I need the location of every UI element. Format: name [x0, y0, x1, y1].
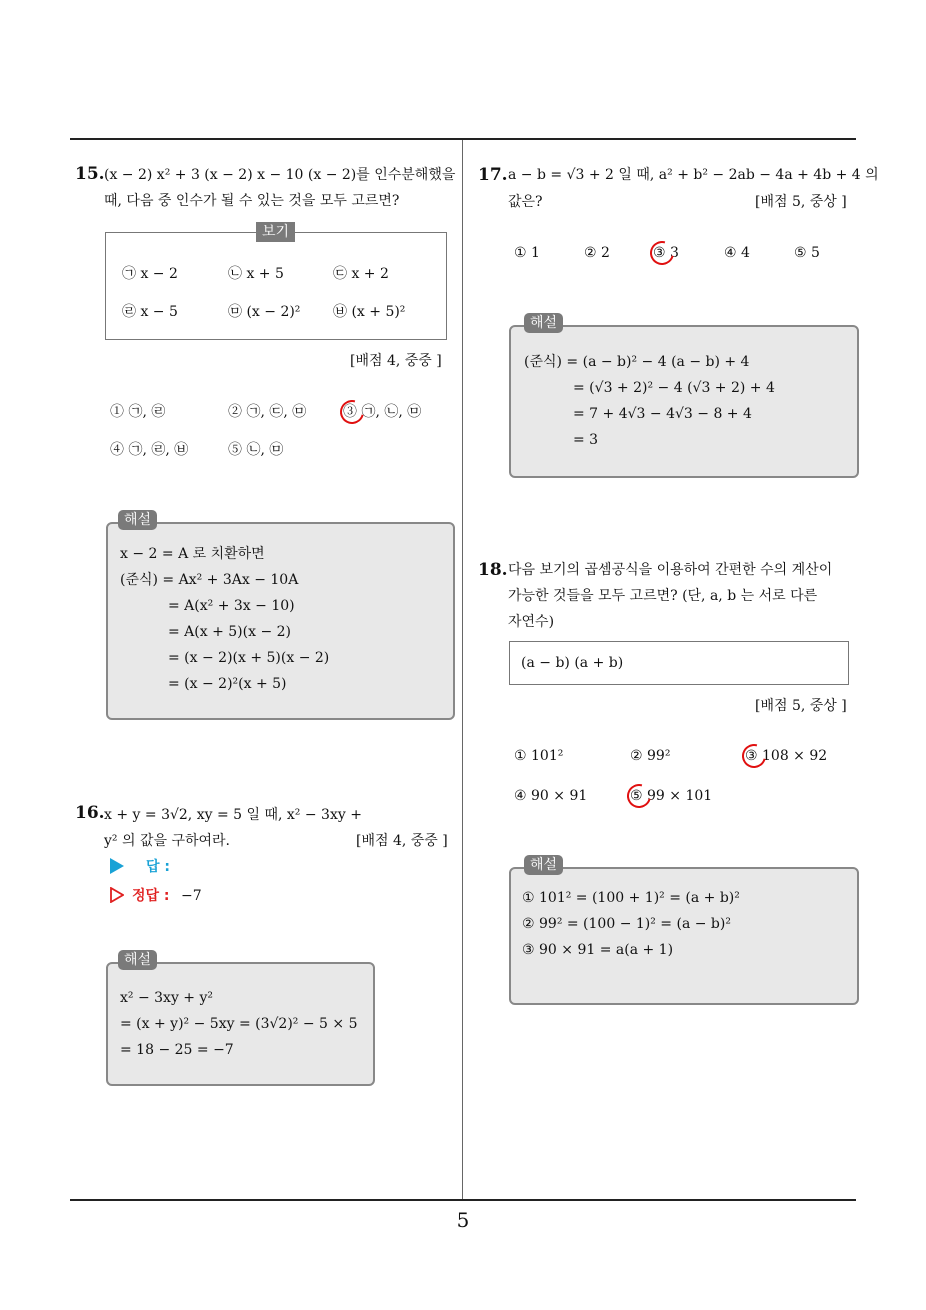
q16-answer-label: 답 :	[146, 859, 170, 875]
q15-choice-1[interactable]: ① ㉠, ㉣	[110, 404, 166, 420]
q18-solution-label: 해설	[524, 855, 563, 875]
answer-play-icon	[110, 858, 124, 874]
q18-choice-4[interactable]: ④ 90 × 91	[514, 788, 588, 804]
q15-solution-line: = (x − 2)²(x + 5)	[168, 676, 287, 692]
q17-choice-4[interactable]: ④ 4	[724, 245, 750, 261]
q15-solution-line: x − 2 = A 로 치환하면	[120, 546, 265, 562]
q17-number: 17.	[478, 165, 508, 185]
q16-number: 16.	[75, 803, 105, 823]
q15-solution-label: 해설	[118, 510, 157, 530]
q16-solution-line: = 18 − 25 = −7	[120, 1042, 234, 1058]
q18-choice-1[interactable]: ① 101²	[514, 748, 564, 764]
q17-choice-3[interactable]: ③ 3	[653, 245, 679, 261]
page-number: 5	[456, 1208, 470, 1232]
q16-score: [배점 4, 중중 ]	[356, 833, 448, 849]
q16-solution-label: 해설	[118, 950, 157, 970]
q17-choice-5[interactable]: ⑤ 5	[794, 245, 820, 261]
q15-solution-line: (준식) = Ax² + 3Ax − 10A	[120, 572, 299, 588]
q15-bogi-item: ㉠ x − 2	[122, 266, 178, 282]
q18-number: 18.	[478, 560, 508, 580]
q18-answer-circle-mark	[738, 740, 771, 773]
correct-triangle-icon	[110, 887, 121, 901]
q15-bogi-item: ㉢ x + 2	[333, 266, 389, 282]
q17-solution-line: = 3	[573, 432, 599, 448]
q18-formula: (a − b) (a + b)	[521, 655, 624, 671]
q15-bogi-label: 보기	[256, 222, 295, 242]
q17-solution-line: = (√3 + 2)² − 4 (√3 + 2) + 4	[573, 380, 775, 396]
q17-text-line1: a − b = √3 + 2 일 때, a² + b² − 2ab − 4a + 4b + 4 의	[508, 167, 879, 183]
q15-bogi-item: ㉥ (x + 5)²	[333, 304, 406, 320]
q16-text-line1: x + y = 3√2, xy = 5 일 때, x² − 3xy +	[104, 807, 362, 823]
q18-score: [배점 5, 중상 ]	[755, 698, 847, 714]
q17-solution-box	[509, 325, 859, 478]
q18-choice-2[interactable]: ② 99²	[630, 748, 671, 764]
q17-text-line2: 값은?	[508, 194, 543, 210]
q16-solution-line: x² − 3xy + y²	[120, 990, 214, 1006]
q15-solution-line: = A(x² + 3x − 10)	[168, 598, 295, 614]
top-rule	[70, 138, 856, 140]
q17-choice-2[interactable]: ② 2	[584, 245, 610, 261]
q18-solution-line: ② 99² = (100 − 1)² = (a − b)²	[522, 916, 731, 932]
q17-score: [배점 5, 중상 ]	[755, 194, 847, 210]
q18-text-line2: 가능한 것들을 모두 고르면? (단, a, b 는 서로 다른	[508, 588, 818, 604]
q15-bogi-item: ㉤ (x − 2)²	[228, 304, 301, 320]
q16-text-line2: y² 의 값을 구하여라.	[104, 833, 230, 849]
q15-text-line1: (x − 2) x² + 3 (x − 2) x − 10 (x − 2)를 인수분해했을	[104, 167, 456, 183]
q15-bogi-box	[105, 232, 447, 340]
q17-solution-line: = 7 + 4√3 − 4√3 − 8 + 4	[573, 406, 752, 422]
q16-solution-line: = (x + y)² − 5xy = (3√2)² − 5 × 5	[120, 1016, 358, 1032]
q18-solution-line: ③ 90 × 91 = a(a + 1)	[522, 942, 674, 958]
q15-number: 15.	[75, 164, 105, 184]
q15-choice-4[interactable]: ④ ㉠, ㉣, ㉥	[110, 442, 189, 458]
q15-bogi-item: ㉡ x + 5	[228, 266, 284, 282]
q16-correct-label: 정답 :	[132, 888, 170, 904]
column-divider	[462, 140, 463, 1200]
q15-solution-line: = A(x + 5)(x − 2)	[168, 624, 292, 640]
q15-choice-3[interactable]: ③ ㉠, ㉡, ㉤	[343, 404, 422, 420]
q15-choice-2[interactable]: ② ㉠, ㉢, ㉤	[228, 404, 307, 420]
q17-choice-1[interactable]: ① 1	[514, 245, 540, 261]
q15-bogi-item: ㉣ x − 5	[122, 304, 178, 320]
q18-choice-3[interactable]: ③ 108 × 92	[745, 748, 828, 764]
q18-choice-5[interactable]: ⑤ 99 × 101	[630, 788, 713, 804]
q16-correct-value: −7	[181, 888, 202, 904]
q15-choice-5[interactable]: ⑤ ㉡, ㉤	[228, 442, 284, 458]
bottom-rule	[70, 1199, 856, 1201]
q18-answer-circle-mark	[623, 780, 656, 813]
q17-answer-circle-mark	[646, 237, 679, 270]
q15-solution-line: = (x − 2)(x + 5)(x − 2)	[168, 650, 330, 666]
q18-solution-line: ① 101² = (100 + 1)² = (a + b)²	[522, 890, 740, 906]
q17-solution-line: (준식) = (a − b)² − 4 (a − b) + 4	[524, 354, 750, 370]
q15-text-line2: 때, 다음 중 인수가 될 수 있는 것을 모두 고르면?	[104, 193, 400, 209]
q15-answer-circle-mark	[336, 396, 369, 429]
q17-solution-label: 해설	[524, 313, 563, 333]
q18-text-line3: 자연수)	[508, 614, 555, 630]
q18-text-line1: 다음 보기의 곱셈공식을 이용하여 간편한 수의 계산이	[508, 562, 833, 578]
q15-score: [배점 4, 중중 ]	[350, 353, 442, 369]
